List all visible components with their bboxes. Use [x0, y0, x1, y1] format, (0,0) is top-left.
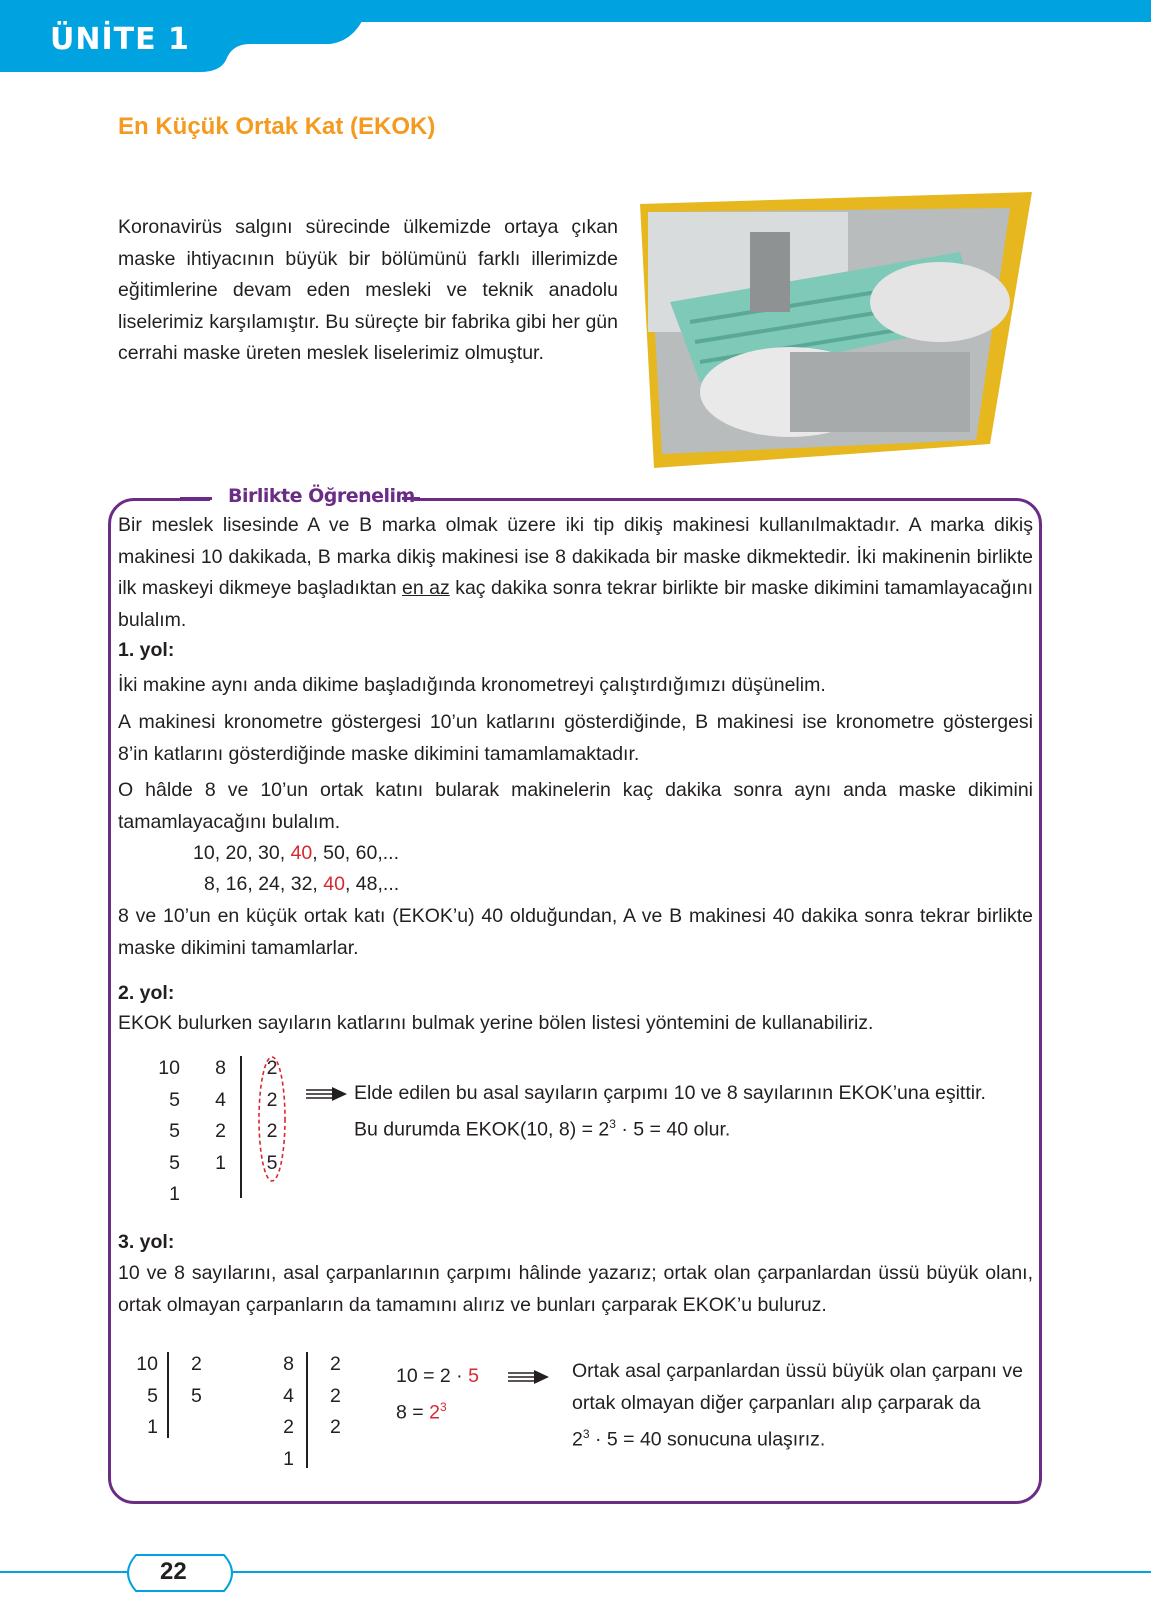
- method-3-result-2: ortak olmayan diğer çarpanları alıp çarparak da: [572, 1392, 981, 1414]
- page-number: 22: [160, 1558, 187, 1585]
- equation-10: 10 = 2 · 5: [396, 1365, 479, 1387]
- arrow-icon: [508, 1369, 550, 1385]
- method-3-result-1: Ortak asal çarpanlardan üssü büyük olan çarpanı ve: [572, 1360, 1023, 1382]
- method-1-heading: 1. yol:: [118, 639, 175, 661]
- method-1-p2: A makinesi kronometre göstergesi 10’un katlarını gösterdiğinde, B makinesi ise kronometre göstergesi 8’in katlarını gösterdiğinde maske dikimini tamamlamaktadır.: [118, 711, 1033, 765]
- ladder-col-8: 8 4 2 1: [215, 1057, 226, 1174]
- intro-paragraph: Koronavirüs salgını sürecinde ülkemizde ortaya çıkan maske ihtiyacının büyük bir bölümünü farklı illerimizde eğitimlerine devam eden mesleki ve teknik anadolu liselerimiz karşılamıştır. Bu süreçte bir fabrika gibi her gün cerrahi maske üreten meslek liselerimiz olmuştur.: [118, 216, 618, 364]
- multiples-of-10: 10, 20, 30, 40, 50, 60,...: [193, 842, 400, 864]
- method-3-p1: 10 ve 8 sayılarını, asal çarpanlarının çarpımı hâlinde yazarız; ortak olan çarpanlardan üssü büyük olanı, ortak olmayan çarpanların da tamamını alırız ve bunları çarparak EKOK’u buluruz.: [118, 1262, 1033, 1316]
- factor-8-left: 8 4 2 1: [283, 1353, 294, 1470]
- method-1-p1: İki makine aynı anda dikime başladığında kronometreyi çalıştırdığımızı düşünelim.: [118, 674, 826, 696]
- factor-10-divider: [167, 1352, 169, 1438]
- method-3-heading: 3. yol:: [118, 1231, 175, 1253]
- method-3-result-3: $2^3 \cdot 5 = 40$ sonucuna ulaşırız.: [572, 1427, 826, 1451]
- method-2-result-2: Bu durumda EKOK(10, $8) = 2^3 \cdot 5 = 40$ olur.: [354, 1117, 731, 1141]
- sewing-machine-photo: [640, 192, 1032, 474]
- factor-10-right: 2 5: [191, 1353, 202, 1407]
- unit-label: ÜNİTE 1: [50, 22, 190, 57]
- multiples-of-8: 8, 16, 24, 32, 40, 48,...: [204, 873, 400, 895]
- ladder-divider: [240, 1056, 242, 1198]
- method-2-result-1: Elde edilen bu asal sayıların çarpımı 10 ve 8 sayılarının EKOK’una eşittir.: [354, 1082, 986, 1104]
- title-rule-left: [180, 497, 212, 500]
- method-2-p1: EKOK bulurken sayıların katlarını bulmak yerine bölen listesi yöntemini de kullanabiliriz.: [118, 1012, 874, 1034]
- ladder-col-10: 10 5 5 5 1: [158, 1057, 180, 1205]
- arrow-icon: [306, 1086, 348, 1102]
- primes-highlight-ellipse: [256, 1054, 288, 1184]
- factor-10-left: 10 5 1: [136, 1353, 158, 1438]
- method-1-p4: 8 ve 10’un en küçük ortak katı (EKOK’u) 40 olduğundan, A ve B makinesi 40 dakika sonra tekrar birlikte maske dikimini tamamlarlar.: [118, 905, 1033, 959]
- box-title: Birlikte Öğrenelim: [228, 485, 415, 507]
- method-1-p3: O hâlde 8 ve 10’un ortak katını bularak makinelerin kaç dakika sonra aynı anda maske dikimini tamamlayacağını bulalım.: [118, 779, 1033, 833]
- factor-8-right: 2 2 2: [330, 1353, 341, 1438]
- problem-statement: Bir meslek lisesinde A ve B marka olmak üzere iki tip dikiş makinesi kullanılmaktadır. A marka dikiş makinesi 10 dakikada, B marka dikiş makinesi ise 8 dakikada bir maske dikmektedir. İki makinenin birlikte ilk maskeyi dikmeye başladıktan en az kaç dakika sonra tekrar birlikte bir maske dikimini tamamlayacağını bulalım.: [118, 514, 1033, 631]
- equation-8: $8 = 2^3$: [396, 1400, 447, 1424]
- method-2-heading: 2. yol:: [118, 982, 175, 1004]
- section-title: En Küçük Ortak Kat (EKOK): [118, 113, 436, 140]
- factor-8-divider: [306, 1352, 308, 1468]
- ladder-primes: 2 2 2 5: [266, 1057, 278, 1174]
